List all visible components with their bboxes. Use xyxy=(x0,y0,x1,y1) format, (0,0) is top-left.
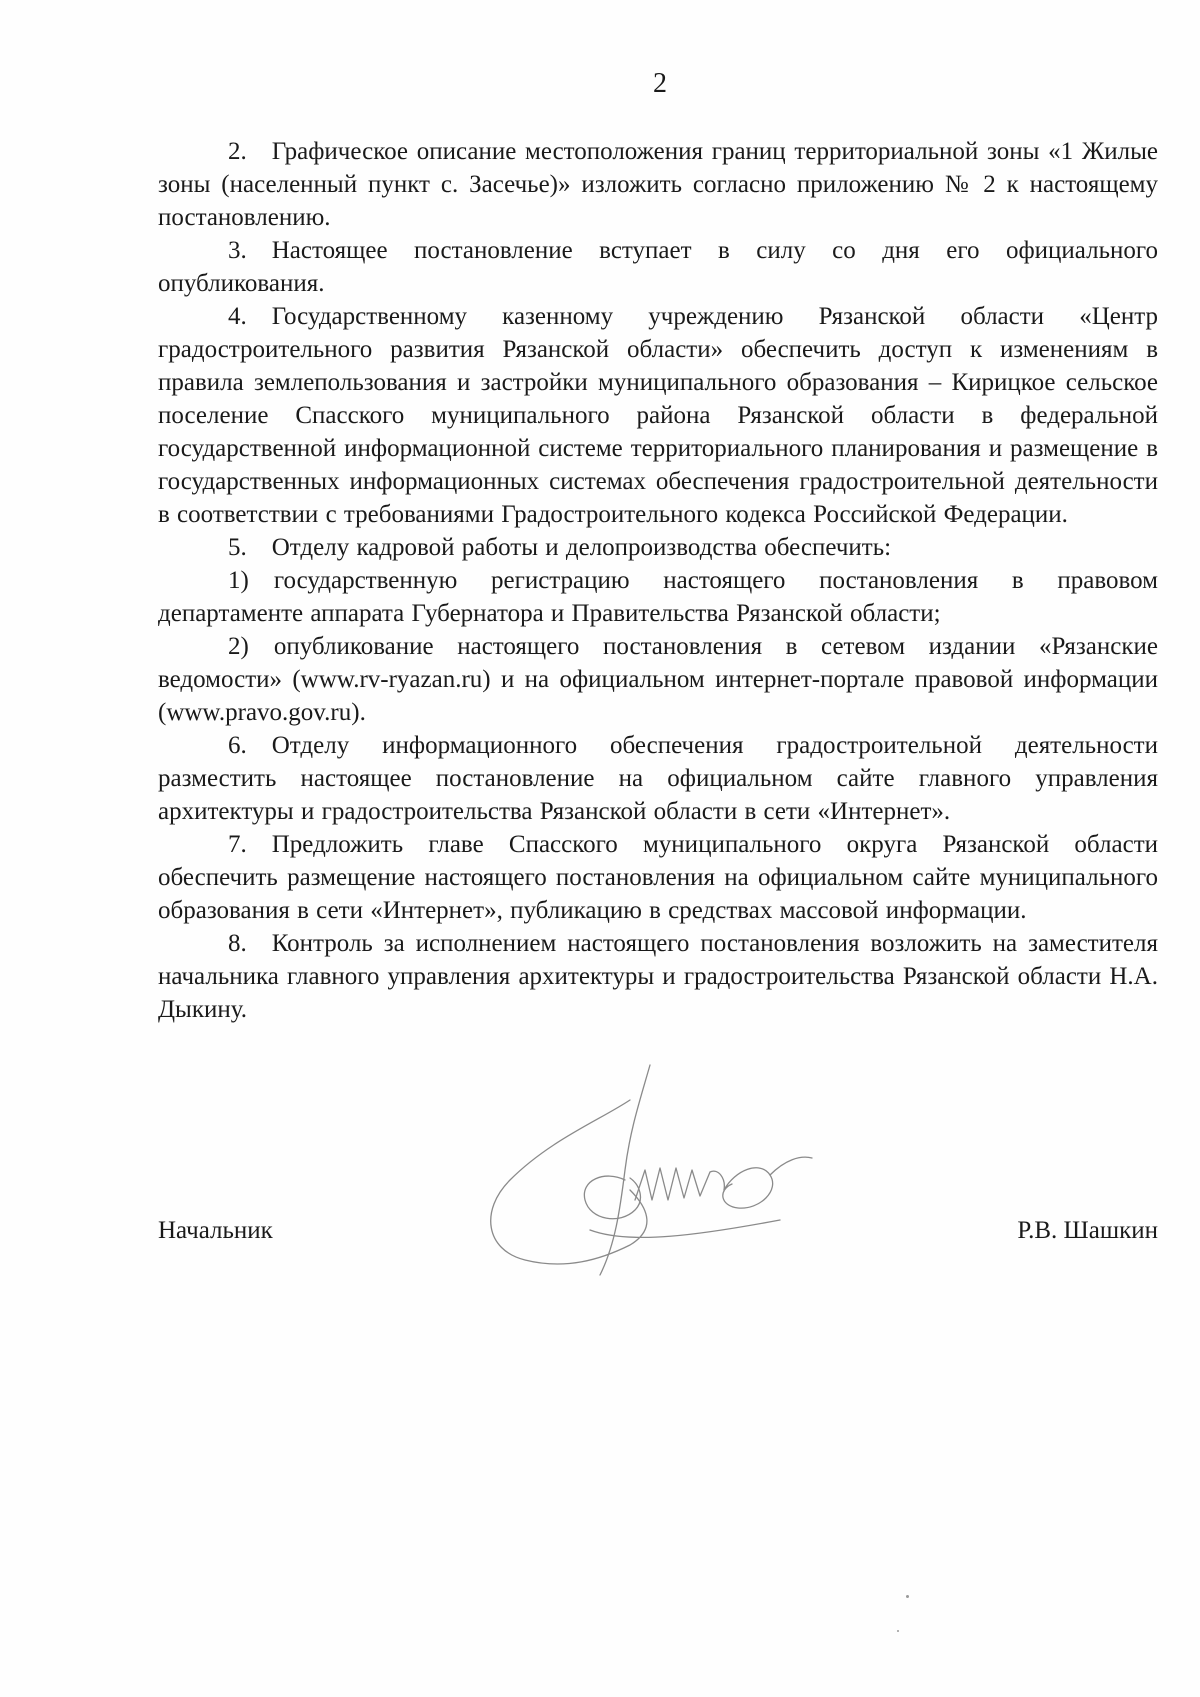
paragraph-3: 3. Настоящее постановление вступает в силу со дня его официального опубликования. xyxy=(158,237,1158,297)
handwritten-signature xyxy=(480,1060,820,1320)
page-number: 2 xyxy=(653,68,667,99)
signature-block xyxy=(158,1217,1158,1257)
paragraph-5: 5. Отделу кадровой работы и делопроизводства обеспечить: xyxy=(228,534,892,561)
scan-speck xyxy=(897,1630,899,1632)
paragraph-5-1: 1) государственную регистрацию настоящего постановления в правовом департаменте аппарата Губернатора и Правительства Рязанской области; xyxy=(158,567,1158,627)
scan-speck xyxy=(906,1595,909,1598)
paragraph-2: 2. Графическое описание местоположения границ территориальной зоны «1 Жилые зоны (населенный пункт с. Засечье)» изложить согласно приложению № 2 к настоящему постановлению. xyxy=(158,138,1158,231)
paragraph-4: 4. Государственному казенному учреждению Рязанской области «Центр градостроительного развития Рязанской области» обеспечить доступ к изменениям в правила землепользования и застройки муниципального образования – Кирицкое сельское поселение Спасского муниципального района Рязанской области в федеральной государственной информационной системе территориального планирования и размещение в государственных информационных системах обеспечения градостроительной деятельности в соответствии с требованиями Градостроительного кодекса Российской Федерации. xyxy=(158,303,1158,528)
signatory-name: Р.В. Шашкин xyxy=(1017,1217,1158,1244)
paragraph-5-2: 2) опубликование настоящего постановления в сетевом издании «Рязанские ведомости» (www.rv-ryazan.ru) и на официальном интернет-портале правовой информации (www.pravo.gov.ru). xyxy=(158,633,1158,726)
paragraph-6: 6. Отделу информационного обеспечения градостроительной деятельности разместить настоящее постановление на официальном сайте главного управления архитектуры и градостроительства Рязанской области в сети «Интернет». xyxy=(158,732,1158,825)
paragraph-7: 7. Предложить главе Спасского муниципального округа Рязанской области обеспечить размещение настоящего постановления на официальном сайте муниципального образования в сети «Интернет», публикацию в средствах массовой информации. xyxy=(158,831,1158,924)
signatory-title: Начальник xyxy=(158,1217,273,1244)
paragraph-8: 8. Контроль за исполнением настоящего постановления возложить на заместителя начальника главного управления архитектуры и градостроительства Рязанской области Н.А. Дыкину. xyxy=(158,930,1158,1023)
document-body xyxy=(158,135,1158,1026)
